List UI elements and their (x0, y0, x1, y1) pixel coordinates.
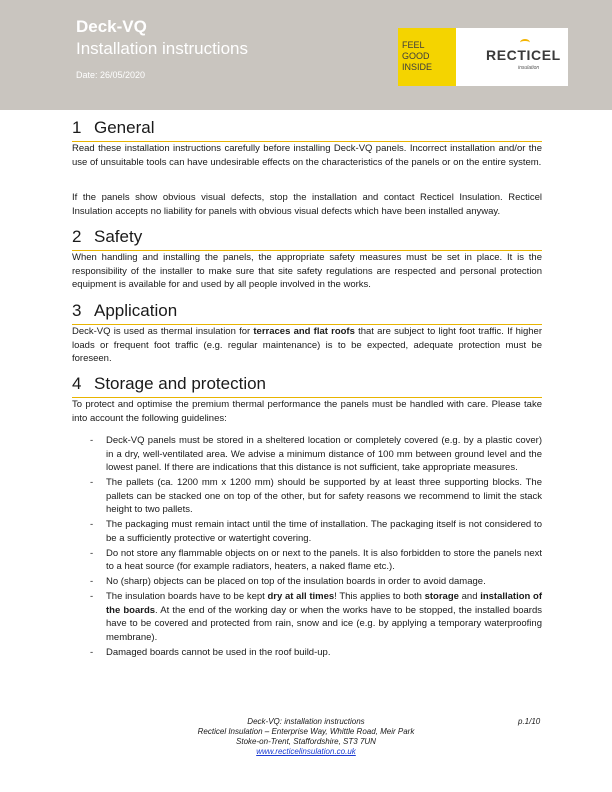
text-run: Deck-VQ is used as thermal insulation for (72, 326, 254, 337)
section-heading-application (72, 300, 542, 325)
text-run: . At the end of the working day or when the works have to be stopped, the installed boards have to be covered and protected from rain, snow and ice (e.g. by applying a temporary waterproofing membrane). (106, 604, 543, 643)
slogan-block (398, 28, 456, 86)
list-item (72, 476, 542, 517)
section-title: Application (94, 301, 178, 320)
brand-name: RECTICEL (486, 47, 561, 63)
list-item (72, 590, 542, 644)
document-date: Date: 26/05/2020 (76, 70, 146, 80)
section-title: Storage and protection (94, 374, 267, 393)
paragraph (72, 325, 542, 366)
list-item-text: The pallets (ca. 1200 mm x 1200 mm) should be supported by at least three supporting blocks. The pallets can be stacked one on top of the other, but for safety reasons we recommend to limit the stack height to two pallets. (106, 477, 542, 515)
page-footer (120, 717, 492, 757)
list-item-text: No (sharp) objects can be placed on top of the insulation boards in order to avoid damage. (106, 576, 486, 587)
dash-bullet: - (90, 519, 94, 530)
bold-text: installation of the boards (106, 591, 542, 616)
guidelines-list (72, 434, 542, 661)
dash-bullet: - (90, 646, 94, 658)
list-item-text: Do not store any flammable objects on or next to the panels. It is also forbidden to store the panels next to a heat source (for example radiators, heaters, a naked flame etc.). (106, 547, 542, 572)
list-item (72, 646, 542, 660)
section-number: 4 (72, 374, 82, 393)
list-item (72, 575, 542, 589)
section-number: 1 (72, 118, 82, 137)
dash-bullet: - (90, 477, 94, 488)
section-number: 3 (72, 301, 82, 320)
paragraph: To protect and optimise the premium thermal performance the panels must be handled with care. Please take into account the following guidelines: (72, 399, 542, 424)
footer-doc-name: Deck-VQ: installation instructions (247, 717, 365, 726)
section-title: General (94, 118, 155, 137)
bold-text: terraces and flat roofs (253, 326, 355, 337)
brand-subtitle: insulation (518, 65, 540, 71)
brand-accent-icon (520, 39, 530, 46)
text-run: and (458, 591, 481, 602)
text-run: ! This applies to both (334, 591, 425, 602)
text-run: that are subject to light foot traffic. If higher loads or frequent foot traffic (e.g. regular maintenance) is to be expected, adequate protection must be foreseen. (72, 326, 543, 364)
list-item (72, 547, 542, 574)
list-item-text: The packaging must remain intact until the time of installation. The packaging itself is not considered to be a sufficiently protective or watertight covering. (106, 519, 542, 544)
dash-bullet: - (90, 547, 94, 559)
section-heading-storage (72, 373, 542, 398)
list-item (72, 518, 542, 545)
footer-address-line-2: Stoke-on-Trent, Staffordshire, ST3 7UN (236, 737, 376, 746)
paragraph: Read these installation instructions carefully before installing Deck-VQ panels. Incorrect installation and/or the use of unsuitable tools can have undesirable effects on the characteristics of the panels or on the entire system. (72, 143, 542, 168)
footer-address-line-1: Recticel Insulation – Enterprise Way, Whittle Road, Meir Park (197, 727, 415, 736)
document-subtitle: Installation instructions (76, 39, 248, 58)
slogan-text: FEEL GOOD INSIDE (402, 40, 433, 72)
section-title: Safety (94, 227, 143, 246)
dash-bullet: - (90, 576, 94, 587)
section-heading-general (72, 117, 542, 142)
list-item-text: Damaged boards cannot be used in the roof build-up. (106, 646, 331, 658)
website-link[interactable]: www.recticelinsulation.co.uk (256, 747, 356, 756)
page-number: p.1/10 (518, 717, 541, 726)
recticel-logo (398, 28, 568, 86)
list-item-text: Deck-VQ panels must be stored in a sheltered location or completely covered (e.g. by a plastic cover) in a dry, well-ventilated area. We advise a minimum distance of 100 mm between ground level and the lowest panel. If there are indications that this distance is not sufficient, take appropriate measures. (106, 435, 542, 473)
section-heading-safety (72, 226, 542, 251)
list-item (72, 434, 542, 475)
document-title: Deck-VQ (76, 17, 147, 36)
bold-text: dry at all times (267, 591, 335, 602)
dash-bullet: - (90, 435, 94, 446)
section-number: 2 (72, 227, 82, 246)
bold-text: storage (424, 591, 459, 602)
paragraph: If the panels show obvious visual defects, stop the installation and contact Recticel Insulation. Recticel Insulation accepts no liability for panels with obvious visual defects which have been installed anyway. (72, 192, 542, 217)
dash-bullet: - (90, 591, 94, 602)
text-run: The insulation boards have to be kept (106, 591, 268, 602)
header-band (0, 0, 612, 110)
paragraph: When handling and installing the panels, the appropriate safety measures must be set in place. It is the responsibility of the installer to make sure that site safety regulations are respected and personal protection equipment is available for and used by all people involved in the works. (72, 252, 542, 290)
